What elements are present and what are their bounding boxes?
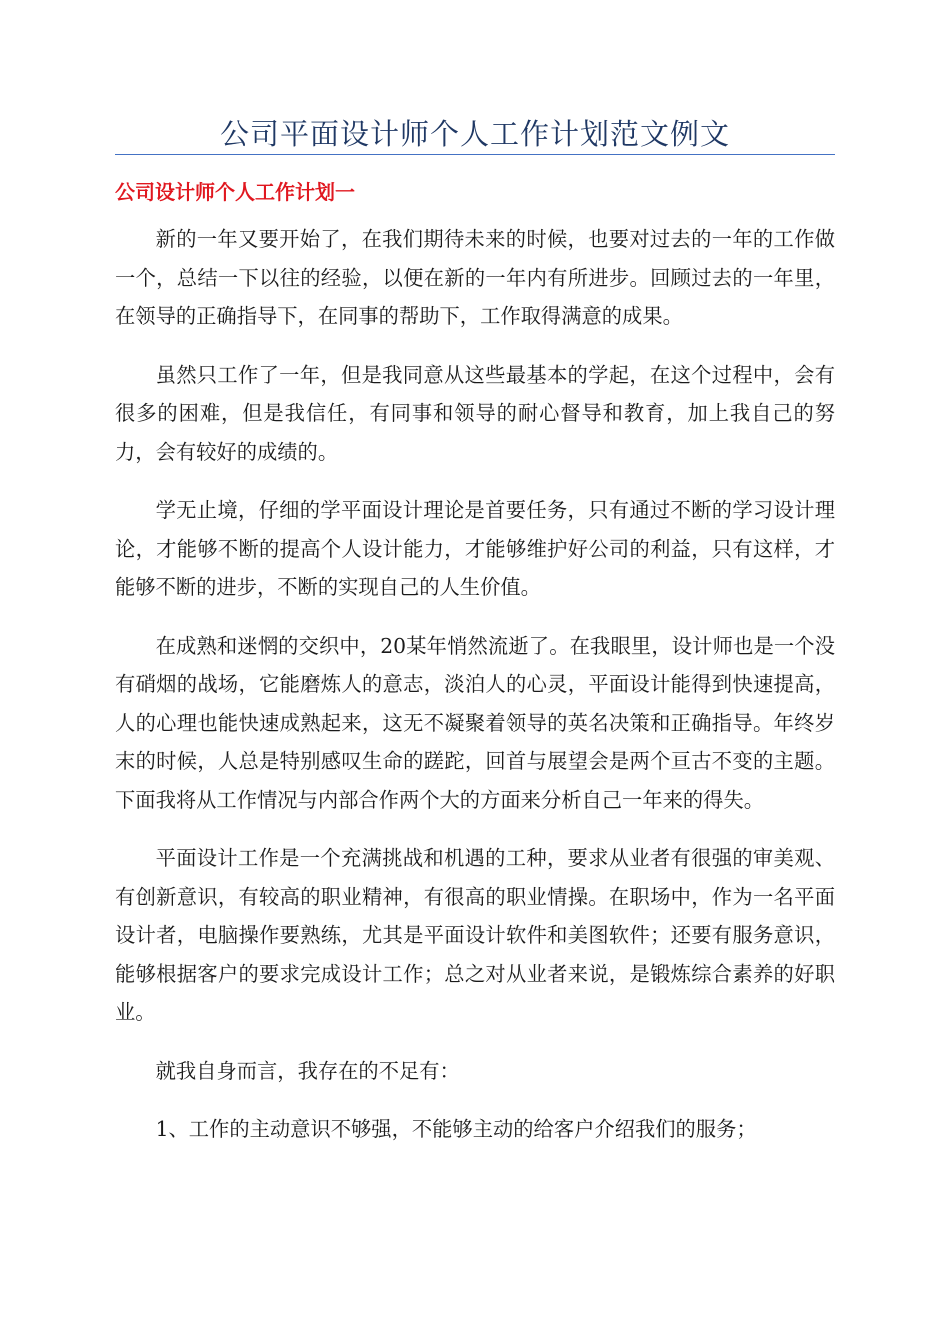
section-heading: 公司设计师个人工作计划一: [115, 180, 355, 204]
paragraph: 新的一年又要开始了，在我们期待未来的时候，也要对过去的一年的工作做一个，总结一下以往的经验，以便在新的一年内有所进步。回顾过去的一年里，在领导的正确指导下，在同事的帮助下，工作取得满意的成果。: [115, 227, 835, 328]
paragraph: 在成熟和迷惘的交织中，20某年悄然流逝了。在我眼里，设计师也是一个没有硝烟的战场，它能磨炼人的意志，淡泊人的心灵，平面设计能得到快速提高，人的心理也能快速成熟起来，这无不凝聚着领导的英名决策和正确指导。年终岁末的时候，人总是特别感叹生命的蹉跎，回首与展望会是两个亘古不变的主题。下面我将从工作情况与内部合作两个大的方面来分析自己一年来的得失。: [115, 633, 835, 812]
paragraph: 就我自身而言，我存在的不足有：: [155, 1058, 460, 1083]
document-body: [115, 220, 835, 1169]
paragraph: 平面设计工作是一个充满挑战和机遇的工种，要求从业者有很强的审美观、有创新意识，有较高的职业精神，有很高的职业情操。在职场中，作为一名平面设计者，电脑操作要熟练，尤其是平面设计软件和美图软件；还要有服务意识，能够根据客户的要求完成设计工作；总之对从业者来说，是锻炼综合素养的好职业。: [115, 846, 835, 1024]
title-underline: [115, 154, 835, 155]
list-item: 1、工作的主动意识不够强，不能够主动的给客户介绍我们的服务；: [155, 1117, 757, 1141]
document-title: 公司平面设计师个人工作计划范文例文: [219, 117, 730, 151]
paragraph: 虽然只工作了一年，但是我同意从这些最基本的学起，在这个过程中，会有很多的困难，但是我信任，有同事和领导的耐心督导和教育，加上我自己的努力，会有较好的成绩的。: [115, 362, 835, 464]
paragraph: 学无止境，仔细的学平面设计理论是首要任务，只有通过不断的学习设计理论，才能够不断的提高个人设计能力，才能够维护好公司的利益，只有这样，才能够不断的进步，不断的实现自己的人生价值。: [115, 498, 835, 599]
